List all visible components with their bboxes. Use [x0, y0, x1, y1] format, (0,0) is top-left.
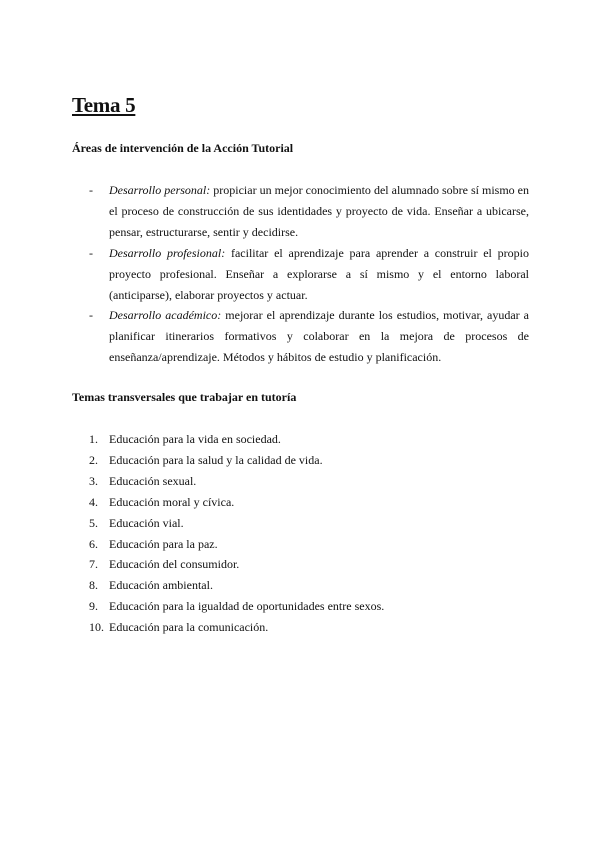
item-number: 5. — [89, 515, 98, 530]
topics-list — [89, 429, 529, 638]
item-number: 1. — [89, 432, 98, 446]
item-number: 9. — [89, 599, 98, 614]
item-number: 4. — [89, 494, 98, 509]
item-text: Educación ambiental. — [109, 578, 213, 593]
item-text: Educación del consumidor. — [109, 557, 240, 572]
item-text: Educación para la igualdad de oportunidades entre sexos. — [109, 599, 385, 614]
item-text: Educación para la salud y la calidad de vida. — [109, 452, 323, 467]
bullet-marker: - — [89, 308, 93, 323]
list-item — [89, 305, 529, 368]
list-item — [89, 243, 529, 306]
item-text: Educación para la vida en sociedad. — [109, 432, 281, 446]
list-item — [89, 180, 529, 243]
list-item — [89, 534, 529, 555]
page-title: Tema 5 — [72, 93, 136, 117]
item-number: 2. — [89, 452, 98, 467]
areas-list — [89, 180, 529, 368]
bullet-marker: - — [89, 245, 93, 260]
list-item — [89, 450, 529, 471]
list-item — [89, 575, 529, 596]
item-term: Desarrollo académico: — [109, 308, 222, 323]
list-item — [89, 513, 529, 534]
list-item — [89, 554, 529, 575]
list-item — [89, 471, 529, 492]
list-item — [89, 617, 529, 638]
item-number: 10. — [89, 620, 104, 635]
item-number: 7. — [89, 557, 98, 572]
list-item — [89, 596, 529, 617]
item-text: propiciar un mejor conocimiento del alumnado sobre sí mismo en el proceso de construcción de sus identidades y proyecto de vida. Enseñar a ubicarse, pensar, estructurarse, sentir y decidirse. — [109, 183, 529, 239]
item-term: Desarrollo profesional: — [109, 245, 226, 260]
section-heading-areas: Áreas de intervención de la Acción Tutorial — [72, 141, 294, 155]
item-text: facilitar el aprendizaje para aprender a construir el propio proyecto profesional. Enseñar a explorarse a sí mismo y el entorno laboral (anticiparse), elaborar proyectos y actuar. — [109, 245, 529, 302]
item-text: Educación vial. — [109, 515, 184, 530]
item-text: mejorar el aprendizaje durante los estudios, motivar, ayudar a planificar itinerarios formativos y colaborar en la mejora de procesos de enseñanza/aprendizaje. Métodos y hábitos de estudio y planificación. — [109, 308, 530, 365]
item-number: 3. — [89, 473, 98, 488]
section-heading-transversal: Temas transversales que trabajar en tutoría — [72, 390, 297, 404]
item-text: Educación moral y cívica. — [109, 494, 235, 509]
item-term: Desarrollo personal: — [109, 183, 211, 197]
item-number: 8. — [89, 578, 98, 593]
list-item — [89, 492, 529, 513]
item-number: 6. — [89, 536, 98, 551]
item-text: Educación para la comunicación. — [109, 620, 269, 635]
bullet-marker: - — [89, 183, 93, 197]
list-item — [89, 429, 529, 450]
item-text: Educación para la paz. — [109, 536, 218, 551]
item-text: Educación sexual. — [109, 473, 197, 488]
